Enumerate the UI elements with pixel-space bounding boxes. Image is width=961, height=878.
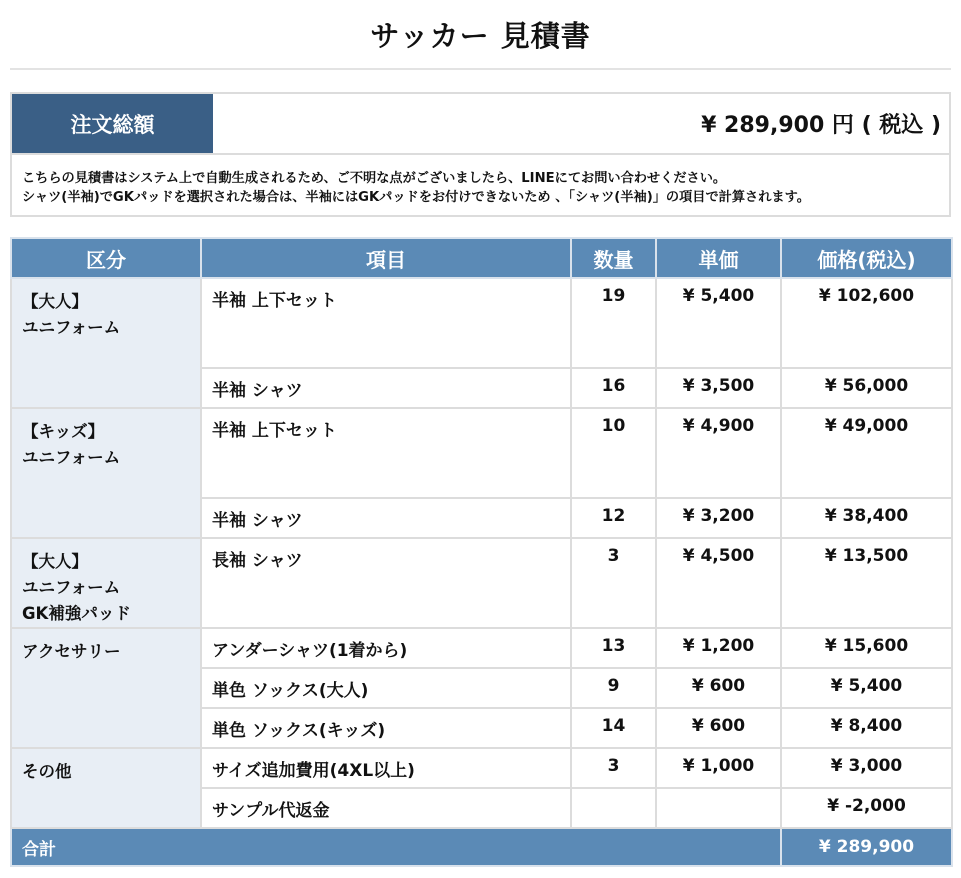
qty-cell: 3 [571, 748, 656, 788]
unit-price-cell: ¥ 3,500 [656, 368, 781, 408]
total-row [11, 828, 952, 866]
price-cell: ¥ 102,600 [781, 278, 952, 368]
price-cell: ¥ 38,400 [781, 498, 952, 538]
price-cell: ¥ 56,000 [781, 368, 952, 408]
note-line: こちらの見積書はシステム上で自動生成されるため、ご不明な点がございましたら、LINEにてお問い合わせください。 [22, 171, 727, 186]
unit-price-cell [656, 788, 781, 828]
order-total-label: 注文総額 [12, 94, 213, 153]
table-row [11, 628, 952, 668]
unit-price-cell: ¥ 600 [656, 708, 781, 748]
price-cell: ¥ 49,000 [781, 408, 952, 498]
price-cell: ¥ 3,000 [781, 748, 952, 788]
price-cell: ¥ -2,000 [781, 788, 952, 828]
item-cell: サンプル代返金 [201, 788, 571, 828]
qty-cell: 12 [571, 498, 656, 538]
qty-cell: 3 [571, 538, 656, 628]
table-row [11, 748, 952, 788]
unit-price-cell: ¥ 1,200 [656, 628, 781, 668]
item-cell: アンダーシャツ(1着から) [201, 628, 571, 668]
category-line: GK補強パッド [22, 604, 131, 623]
item-cell: 半袖 シャツ [201, 368, 571, 408]
quote-table [10, 237, 953, 867]
table-row [11, 408, 952, 498]
note-line: シャツ(半袖)でGKパッドを選択された場合は、半袖にはGKパッドをお付けできないため 、「シャツ(半袖)」の項目で計算されます。 [22, 190, 810, 205]
category-line: ユニフォーム [22, 578, 121, 597]
category-cell [11, 408, 201, 538]
order-total-amount: ¥ 289,900 円 ( 税込 ) [701, 113, 941, 138]
table-row [11, 278, 952, 368]
category-cell [11, 628, 201, 748]
qty-cell: 10 [571, 408, 656, 498]
unit-price-cell: ¥ 4,500 [656, 538, 781, 628]
unit-price-cell: ¥ 1,000 [656, 748, 781, 788]
item-cell: 長袖 シャツ [201, 538, 571, 628]
table-header-row [11, 238, 952, 278]
category-line: 【キッズ】 [22, 422, 105, 441]
header-qty: 数量 [571, 238, 656, 278]
qty-cell: 13 [571, 628, 656, 668]
unit-price-cell: ¥ 4,900 [656, 408, 781, 498]
item-cell: 半袖 上下セット [201, 408, 571, 498]
category-line: ユニフォーム [22, 318, 121, 337]
item-cell: サイズ追加費用(4XL以上) [201, 748, 571, 788]
price-cell: ¥ 15,600 [781, 628, 952, 668]
total-label: 合計 [11, 828, 781, 866]
price-cell: ¥ 5,400 [781, 668, 952, 708]
category-cell [11, 278, 201, 408]
category-line: アクセサリー [22, 642, 121, 661]
category-line: 【大人】 [22, 292, 88, 311]
summary-notes [12, 153, 949, 215]
price-cell: ¥ 13,500 [781, 538, 952, 628]
item-cell: 単色 ソックス(大人) [201, 668, 571, 708]
qty-cell: 14 [571, 708, 656, 748]
category-cell [11, 538, 201, 628]
item-cell: 半袖 シャツ [201, 498, 571, 538]
qty-cell: 9 [571, 668, 656, 708]
category-cell [11, 748, 201, 828]
item-cell: 半袖 上下セット [201, 278, 571, 368]
table-row [11, 538, 952, 628]
order-summary [10, 92, 951, 217]
category-line: ユニフォーム [22, 448, 121, 467]
qty-cell: 19 [571, 278, 656, 368]
header-category: 区分 [11, 238, 201, 278]
header-unit-price: 単価 [656, 238, 781, 278]
header-item: 項目 [201, 238, 571, 278]
header-price: 価格(税込) [781, 238, 952, 278]
price-cell: ¥ 8,400 [781, 708, 952, 748]
unit-price-cell: ¥ 600 [656, 668, 781, 708]
category-line: 【大人】 [22, 552, 88, 571]
category-line: その他 [22, 762, 72, 781]
total-price: ¥ 289,900 [781, 828, 952, 866]
page-title: サッカー 見積書 [10, 0, 951, 70]
item-cell: 単色 ソックス(キッズ) [201, 708, 571, 748]
unit-price-cell: ¥ 3,200 [656, 498, 781, 538]
qty-cell: 16 [571, 368, 656, 408]
unit-price-cell: ¥ 5,400 [656, 278, 781, 368]
qty-cell [571, 788, 656, 828]
